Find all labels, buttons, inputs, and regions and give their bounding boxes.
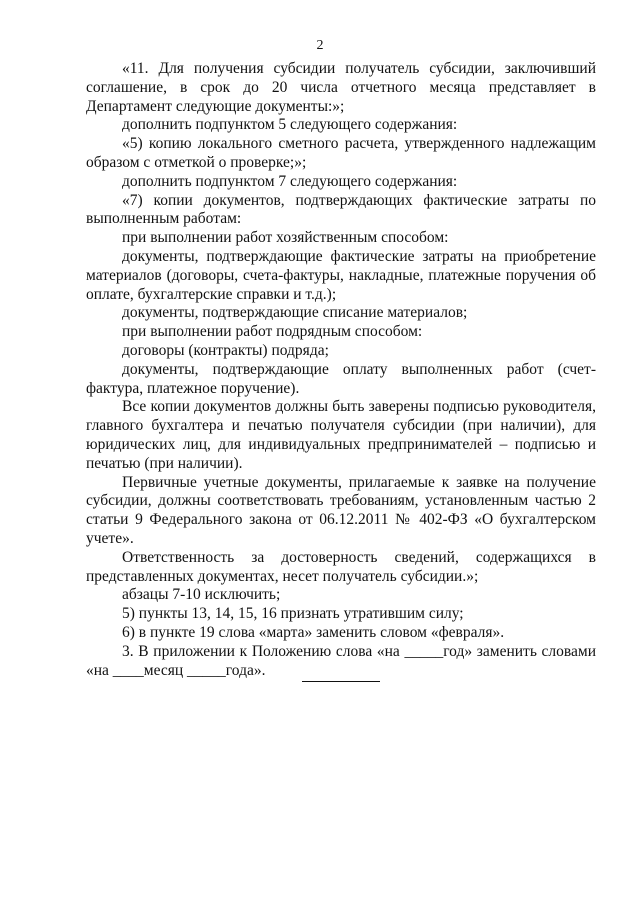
paragraph-subitem-7: «7) копии документов, подтверждающих фактические затраты по выполненным работам: [86, 191, 596, 228]
paragraph-contract-method: при выполнении работ подрядным способом: [122, 323, 423, 341]
paragraph-writeoff-documents: документы, подтверждающие списание материалов; [122, 304, 468, 322]
paragraph-household-method: при выполнении работ хозяйственным способом: [122, 229, 449, 247]
paragraph-item-11: «11. Для получения субсидии получатель субсидии, заключивший соглашение, в срок до 20 числа отчетного месяца представляет в Департамент следующие документы:»; [86, 60, 596, 115]
paragraph-add-subitem-7: дополнить подпунктом 7 следующего содержания: [122, 172, 458, 190]
page-number: 2 [316, 38, 324, 53]
paragraph-responsibility: Ответственность за достоверность сведений, содержащихся в представленных документах, несет получатель субсидии.»; [86, 548, 596, 585]
document-body [86, 60, 596, 680]
paragraph-primary-documents: Первичные учетные документы, прилагаемые к заявке на получение субсидии, должны соответствовать требованиям, установленным частью 2 статьи 9 Федерального закона от 06.12.2011 № 402-ФЗ «О бухгалтерском учете». [86, 473, 596, 547]
paragraph-expense-documents: документы, подтверждающие фактические затраты на приобретение материалов (договоры, счета-фактуры, накладные, платежные поручения об оплате, бухгалтерские справки и т.д.); [86, 247, 596, 303]
paragraph-certification: Все копии документов должны быть заверены подписью руководителя, главного бухгалтера и печатью получателя субсидии (при наличии), для юридических лиц, для индивидуальных предпринимателей – подписью и печатью (при наличии). [86, 398, 596, 472]
paragraph-item-3-appendix: 3. В приложении к Положению слова «на _____год» заменить словами «на ____месяц _____года». [86, 642, 596, 679]
paragraph-payment-documents: документы, подтверждающие оплату выполненных работ (счет-фактура, платежное поручение). [86, 360, 596, 397]
paragraph-exclude-paragraphs: абзацы 7-10 исключить; [122, 586, 281, 604]
paragraph-subitem-5: «5) копию локального сметного расчета, утвержденного надлежащим образом с отметкой о проверке;»; [86, 135, 596, 171]
paragraph-add-subitem-5: дополнить подпунктом 5 следующего содержания: [122, 116, 458, 134]
paragraph-item-5-void: 5) пункты 13, 14, 15, 16 признать утратившим силу; [122, 605, 464, 623]
paragraph-item-6-replace: 6) в пункте 19 слова «марта» заменить словом «февраля». [122, 623, 505, 641]
end-separator-line [302, 681, 380, 682]
paragraph-contracts: договоры (контракты) подряда; [122, 341, 329, 359]
